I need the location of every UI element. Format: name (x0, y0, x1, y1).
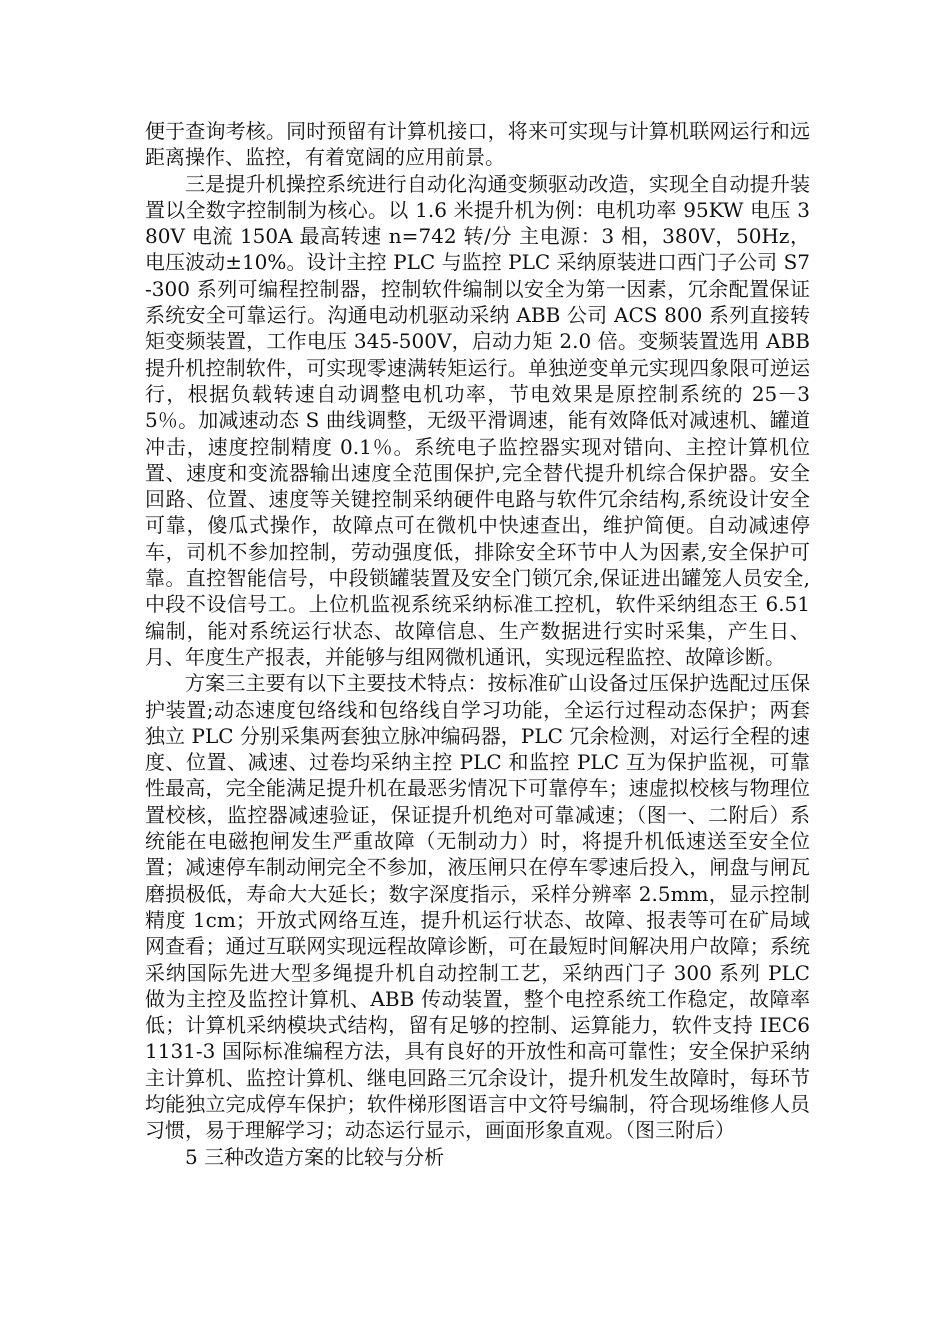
section-heading: 5 三种改造方案的比较与分析 (185, 1144, 445, 1169)
paragraph-scheme-three: 三是提升机操控系统进行自动化沟通变频驱动改造，实现全自动提升装置以全数字控制制为核心。以 1.6 米提升机为例：电机功率 95KW 电压 380V 电流 150A 最高转速 n=742 转/分 主电源：3 相，380V，50Hz，电压波动±10%。设计主控 PLC 与监控 PLC 采纳原装进口西门子公司 S7-300 系列可编程控制器，控制软件编制以安全为第一因素，冗余配置保证系统安全可靠运行。沟通电动机驱动采纳 ABB 公司 ACS 800 系列直接转矩变频装置，工作电压 345-500V，启动力矩 2.0 倍。变频装置选用 ABB 提升机控制软件，可实现零速满转矩运行。单独逆变单元实现四象限可逆运行，根据负载转速自动调整电机功率，节电效果是原控制系统的 25－35％。加减速动态 S 曲线调整，无级平滑调速，能有效降低对减速机、罐道冲击，速度控制精度 0.1％。系统电子监控器实现对错向、主控计算机位置、速度和变流器输出速度全范围保护,完全替代提升机综合保护器。安全回路、位置、速度等关键控制采纳硬件电路与软件冗余结构,系统设计安全可靠，傻瓜式操作，故障点可在微机中快速查出，维护简便。自动减速停车，司机不参加控制，劳动强度低，排除安全环节中人为因素,安全保护可靠。直控智能信号，中段锁罐装置及安全门锁冗余,保证进出罐笼人员安全,中段不设信号工。上位机监视系统采纳标准工控机，软件采纳组态王 6.51 编制，能对系统运行状态、故障信息、生产数据进行实时采集，产生日、月、年度生产报表，并能够与组网微机通讯，实现远程监控、故障诊断。 (145, 171, 810, 669)
paragraph-scheme-three-features: 方案三主要有以下主要技术特点：按标准矿山设备过压保护选配过压保护装置;动态速度包络线和包络线自学习功能，全运行过程动态保护；两套独立 PLC 分别采集两套独立脉冲编码器，PLC 冗余检测，对运行全程的速度、位置、减速、过卷均采纳主控 PLC 和监控 PLC 互为保护监视，可靠性最高，完全能满足提升机在最恶劣情况下可靠停车；速虚拟校核与物理位置校核，监控器减速验证，保证提升机绝对可靠减速；（图一、二附后）系统能在电磁抱闸发生严重故障（无制动力）时，将提升机低速送至安全位置；减速停车制动闸完全不参加，液压闸只在停车零速后投入，闸盘与闸瓦磨损极低，寿命大大延长；数字深度指示，采样分辨率 2.5mm，显示控制精度 1cm；开放式网络互连，提升机运行状态、故障、报表等可在矿局域网查看；通过互联网实现远程故障诊断，可在最短时间解决用户故障；系统采纳国际先进大型多绳提升机自动控制工艺，采纳西门子 300 系列 PLC 做为主控及监控计算机、ABB 传动装置，整个电控系统工作稳定，故障率低；计算机采纳模块式结构，留有足够的控制、运算能力，软件支持 IEC61131-3 国际标准编程方法，具有良好的开放性和高可靠性；安全保护采纳主计算机、监控计算机、继电回路三冗余设计，提升机发生故障时，每环节均能独立完成停车保护；软件梯形图语言中文符号编制，符合现场维修人员习惯，易于理解学习；动态运行显示，画面形象直观。（图三附后） (145, 671, 810, 1143)
document-page (145, 118, 810, 1170)
paragraph-continuation: 便于查询考核。同时预留有计算机接口，将来可实现与计算机联网运行和远距离操作、监控，有着宽阔的应用前景。 (145, 119, 810, 170)
